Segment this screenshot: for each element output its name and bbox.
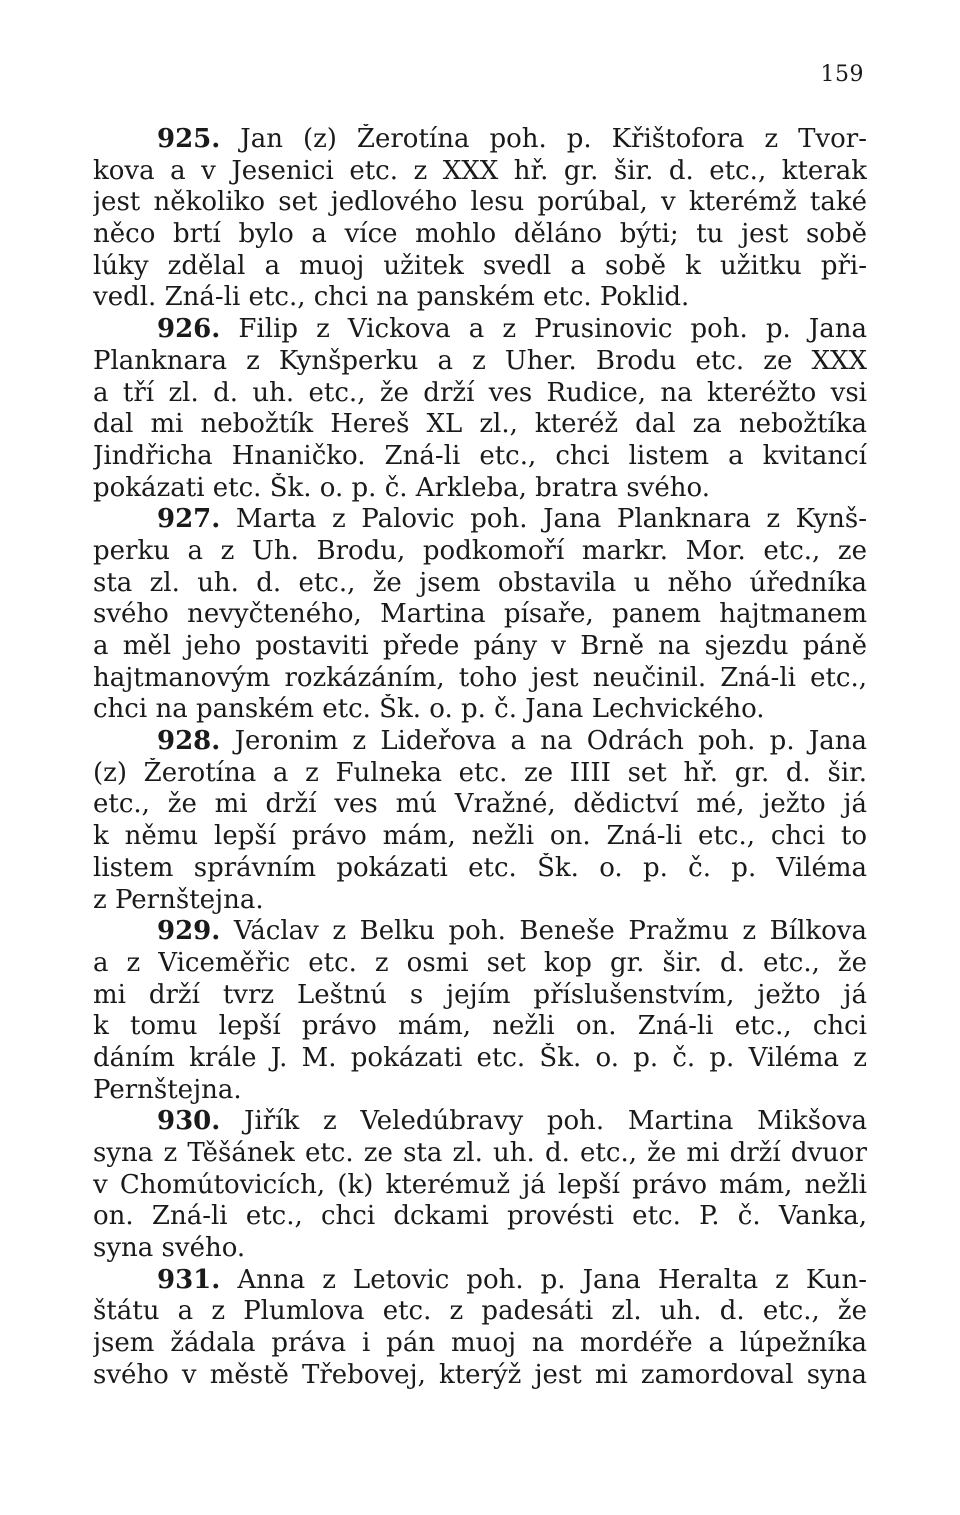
text-line bbox=[93, 346, 867, 378]
entry-number: 931. bbox=[157, 1264, 221, 1295]
entry-number: 925. bbox=[157, 124, 221, 154]
line-text: Anna z Letovic poh. p. Jana Heralta z Kun- bbox=[220, 1264, 867, 1295]
text-line bbox=[93, 758, 867, 790]
line-text: dal mi nebožtík Hereš XL zl., kteréž dal za nebožtíka bbox=[93, 409, 867, 440]
line-text: listem správním pokázati etc. Šk. o. p. č. p. Viléma bbox=[93, 852, 867, 883]
entry-first-line bbox=[93, 1106, 867, 1138]
text-line bbox=[93, 156, 867, 188]
entry-first-line bbox=[93, 124, 867, 156]
line-text: Planknara z Kynšperku a z Uher. Brodu etc. ze XXX bbox=[93, 345, 867, 376]
entry-number: 926. bbox=[157, 314, 221, 345]
line-text: syna svého. bbox=[93, 1233, 246, 1264]
line-text: jest několiko set jedlového lesu porúbal, v kterémž také bbox=[93, 187, 867, 218]
entry-first-line bbox=[93, 1265, 867, 1297]
line-text: Filip z Vickova a z Prusinovic poh. p. Jana bbox=[220, 314, 867, 345]
line-text: Marta z Palovic poh. Jana Planknara z Kynš- bbox=[220, 504, 867, 535]
line-text: Jiřík z Veledúbravy poh. Martina Mikšova bbox=[220, 1106, 867, 1137]
text-line bbox=[93, 1201, 867, 1233]
line-text: perku a z Uh. Brodu, podkomoří markr. Mor. etc., ze bbox=[93, 535, 867, 566]
text-line bbox=[93, 948, 867, 980]
text-line bbox=[93, 1328, 867, 1360]
text-line bbox=[93, 187, 867, 219]
text-line bbox=[93, 853, 867, 885]
line-text: Jeronim z Lideřova a na Odrách poh. p. Jana bbox=[220, 726, 867, 757]
text-line bbox=[93, 251, 867, 283]
line-text: etc., že mi drží ves mú Vražné, dědictví mé, ježto já bbox=[93, 789, 867, 820]
text-line bbox=[93, 568, 867, 600]
text-line bbox=[93, 1233, 867, 1265]
text-line bbox=[93, 1296, 867, 1328]
text-line bbox=[93, 1360, 867, 1392]
line-text: a z Viceměřic etc. z osmi set kop gr. šir. d. etc., že bbox=[93, 947, 867, 978]
line-text: Jindřicha Hnaničko. Zná-li etc., chci listem a kvitancí bbox=[93, 440, 867, 471]
line-text: svého nevyčteného, Martina písaře, panem hajtmanem bbox=[93, 599, 867, 630]
entry-number: 929. bbox=[157, 916, 221, 947]
entry-number: 927. bbox=[157, 504, 221, 535]
text-line bbox=[93, 219, 867, 251]
text-line bbox=[93, 473, 867, 505]
line-text: on. Zná-li etc., chci dckami provésti etc. P. č. Vanka, bbox=[93, 1201, 867, 1232]
text-line bbox=[93, 536, 867, 568]
line-text: dáním krále J. M. pokázati etc. Šk. o. p. č. p. Viléma z bbox=[93, 1042, 867, 1073]
line-text: lúky zdělal a muoj užitek svedl a sobě k užitku při- bbox=[93, 250, 867, 281]
text-line bbox=[93, 1011, 867, 1043]
line-text: štátu a z Plumlova etc. z padesáti zl. uh. d. etc., že bbox=[93, 1296, 867, 1327]
line-text: svého v městě Třebovej, kterýž jest mi zamordoval syna bbox=[93, 1359, 867, 1390]
line-text: kova a v Jesenici etc. z XXX hř. gr. šir. d. etc., kterak bbox=[93, 155, 867, 186]
entry-first-line bbox=[93, 504, 867, 536]
text-line bbox=[93, 694, 867, 726]
line-text: vedl. Zná-li etc., chci na panském etc. Poklid. bbox=[93, 282, 690, 313]
text-line bbox=[93, 980, 867, 1012]
line-text: Pernštejna. bbox=[93, 1074, 242, 1105]
line-text: v Chomútovicích, (k) kterémuž já lepší právo mám, nežli bbox=[93, 1169, 867, 1200]
line-text: hajtmanovým rozkázáním, toho jest neučinil. Zná-li etc., bbox=[93, 662, 867, 693]
line-text: k němu lepší právo mám, nežli on. Zná-li etc., chci to bbox=[93, 821, 867, 852]
text-line bbox=[93, 378, 867, 410]
line-text: něco brtí bylo a více mohlo děláno býti; tu jest sobě bbox=[93, 219, 867, 250]
line-text: (z) Žerotína a z Fulneka etc. ze IIII set hř. gr. d. šir. bbox=[93, 757, 867, 788]
text-line bbox=[93, 1170, 867, 1202]
line-text: chci na panském etc. Šk. o. p. č. Jana Lechvického. bbox=[93, 694, 765, 725]
line-text: k tomu lepší právo mám, nežli on. Zná-li etc., chci bbox=[93, 1011, 867, 1042]
text-line bbox=[93, 789, 867, 821]
line-text: Jan (z) Žerotína poh. p. Křištofora z Tvor- bbox=[220, 124, 867, 154]
entry-first-line bbox=[93, 314, 867, 346]
text-block bbox=[93, 124, 867, 1392]
entry-number: 930. bbox=[157, 1106, 221, 1137]
line-text: Václav z Belku poh. Beneše Pražmu z Bílkova bbox=[220, 916, 867, 947]
text-line bbox=[93, 441, 867, 473]
page-number: 159 bbox=[820, 62, 864, 87]
text-line bbox=[93, 1138, 867, 1170]
text-line bbox=[93, 282, 867, 314]
text-line bbox=[93, 663, 867, 695]
text-line bbox=[93, 885, 867, 917]
text-line bbox=[93, 1043, 867, 1075]
line-text: jsem žádala práva i pán muoj na mordéře a lúpežníka bbox=[93, 1328, 867, 1359]
line-text: sta zl. uh. d. etc., že jsem obstavila u něho úředníka bbox=[93, 567, 867, 598]
entry-first-line bbox=[93, 726, 867, 758]
line-text: z Pernštejna. bbox=[93, 884, 264, 915]
line-text: a tří zl. d. uh. etc., že drží ves Rudice, na kteréžto vsi bbox=[93, 377, 867, 408]
line-text: a měl jeho postaviti přede pány v Brně na sjezdu páně bbox=[93, 631, 867, 661]
text-line bbox=[93, 599, 867, 631]
line-text: mi drží tvrz Leštnú s jejím příslušenstvím, ježto já bbox=[93, 979, 867, 1010]
entry-number: 928. bbox=[157, 726, 221, 757]
line-text: syna z Těšánek etc. ze sta zl. uh. d. etc., že mi drží dvuor bbox=[93, 1138, 867, 1168]
text-line bbox=[93, 631, 867, 663]
entry-first-line bbox=[93, 916, 867, 948]
text-line bbox=[93, 1075, 867, 1107]
line-text: pokázati etc. Šk. o. p. č. Arkleba, bratra svého. bbox=[93, 472, 710, 503]
text-line bbox=[93, 409, 867, 441]
text-line bbox=[93, 821, 867, 853]
